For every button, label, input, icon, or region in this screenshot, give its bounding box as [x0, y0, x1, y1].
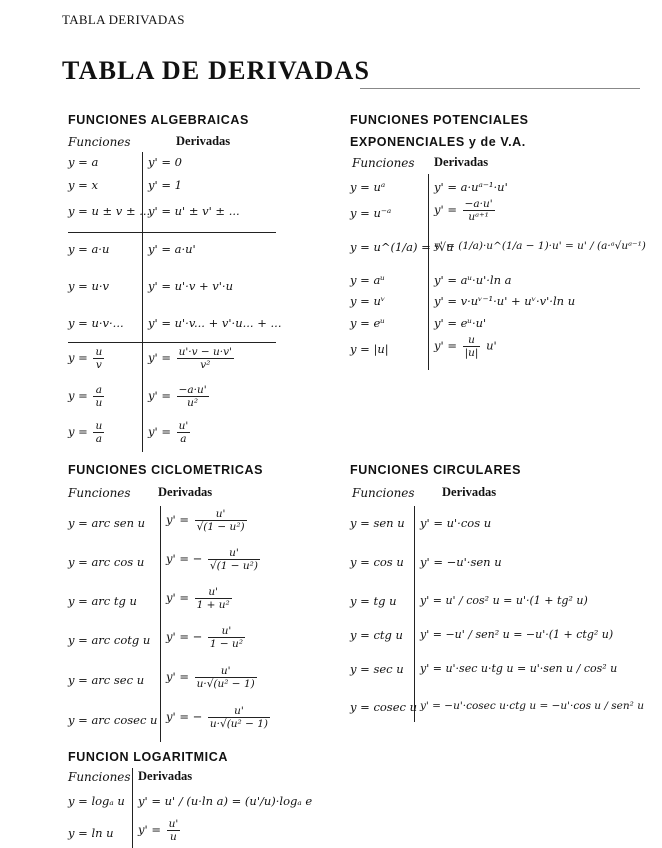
denominator: uᵃ⁺¹ — [468, 211, 489, 223]
col-header-functions: Funciones — [68, 486, 131, 500]
lhs: y' = — [434, 338, 457, 353]
numerator: u' — [208, 705, 270, 718]
derivative-cell: y' = u'·sec u·tg u = u'·sen u / cos² u — [420, 662, 618, 675]
function-cell: y = aᵘ — [350, 273, 385, 287]
function-cell — [68, 420, 106, 445]
column-divider — [142, 152, 143, 452]
denominator: a — [95, 433, 102, 445]
derivative-cell — [166, 547, 262, 572]
function-cell: y = a·u — [68, 242, 110, 256]
derivative-cell — [148, 346, 236, 371]
derivative-cell: y' = u'·cos u — [420, 516, 492, 530]
derivative-cell: y' = −u' / sen² u = −u'·(1 + ctg² u) — [420, 628, 614, 641]
numerator: u' — [195, 508, 247, 521]
derivative-cell — [166, 508, 249, 533]
col-header-derivatives: Derivadas — [176, 134, 231, 148]
function-cell: y = ctg u — [350, 628, 403, 642]
numerator: u' — [195, 586, 232, 599]
lhs: y' = — [434, 202, 457, 217]
fraction — [177, 384, 209, 409]
fraction — [177, 346, 234, 371]
section-title-logaritmica: FUNCION LOGARITMICA — [68, 750, 228, 764]
col-header-functions: Funciones — [68, 770, 131, 784]
fraction — [93, 420, 104, 445]
row-divider — [68, 232, 276, 233]
column-divider — [428, 174, 429, 370]
col-header-derivatives: Derivadas — [138, 769, 193, 783]
function-cell: y = arc cotg u — [68, 633, 151, 647]
fraction — [463, 198, 495, 223]
derivative-cell: y' = u' / (u·ln a) = (u'/u)·logₐ e — [138, 794, 313, 808]
fraction — [93, 384, 104, 409]
derivative-cell: y' = a·u' — [148, 242, 196, 256]
section-title-potenciales-1: FUNCIONES POTENCIALES — [350, 113, 529, 127]
function-cell: y = |u| — [350, 342, 389, 356]
section-title-potenciales-2: EXPONENCIALES y de V.A. — [350, 135, 526, 149]
function-cell: y = u^(1/a) = ᵃ√u — [350, 240, 454, 254]
numerator: a — [93, 384, 104, 397]
fraction — [208, 705, 270, 730]
denominator: u — [95, 397, 103, 409]
derivative-cell: y' = u' ± v' ± ... — [148, 204, 240, 218]
lhs: y' = − — [166, 551, 203, 566]
derivative-cell: y' = −u'·sen u — [420, 555, 502, 569]
title-divider — [360, 88, 640, 89]
derivative-cell: y' = eᵘ·u' — [434, 316, 487, 330]
fraction — [463, 334, 481, 359]
section-title-ciclometricas: FUNCIONES CICLOMETRICAS — [68, 463, 264, 477]
derivative-cell — [166, 705, 272, 730]
denominator: u² — [187, 397, 199, 409]
lhs: y = — [68, 350, 88, 365]
col-header-functions: Funciones — [352, 486, 415, 500]
column-divider — [414, 506, 415, 722]
derivative-cell: y' = u'·v... + v'·u... + ... — [148, 316, 282, 330]
page-title: TABLA DE DERIVADAS — [62, 56, 371, 85]
function-cell: y = u·v·... — [68, 316, 124, 330]
derivative-cell: y' = −u'·cosec u·ctg u = −u'·cos u / sen² u — [420, 700, 644, 712]
numerator: u — [463, 334, 481, 347]
function-cell: y = u ± v ± ... — [68, 204, 151, 218]
fraction — [93, 346, 104, 371]
numerator: u — [95, 420, 103, 432]
col-header-functions: Funciones — [68, 135, 131, 149]
numerator: u'·v − u·v' — [178, 346, 232, 358]
numerator: u' — [208, 547, 260, 560]
numerator: −a·u' — [464, 198, 493, 210]
derivative-cell: y' = u' / cos² u = u'·(1 + tg² u) — [420, 594, 588, 607]
function-cell — [68, 346, 106, 371]
function-cell: y = logₐ u — [68, 794, 125, 808]
column-divider — [132, 768, 133, 848]
function-cell: y = tg u — [350, 594, 397, 608]
function-cell: y = u⁻ᵃ — [350, 206, 392, 220]
fraction — [167, 818, 181, 843]
lhs: y = — [68, 424, 88, 439]
lhs: y' = — [166, 590, 189, 605]
function-cell: y = cosec u — [350, 700, 418, 714]
denominator: |u| — [464, 347, 479, 359]
numerator: −a·u' — [178, 384, 207, 396]
derivative-cell: y' = u'·v + v'·u — [148, 279, 233, 293]
numerator: u' — [195, 665, 257, 678]
function-cell: y = uᵃ — [350, 180, 386, 194]
lhs: y' = − — [166, 629, 203, 644]
fraction — [195, 665, 257, 690]
numerator: u' — [178, 420, 189, 432]
function-cell: y = u·v — [68, 279, 110, 293]
derivative-cell: y' = 0 — [148, 155, 182, 169]
denominator: v² — [200, 359, 211, 371]
lhs: y' = — [166, 669, 189, 684]
function-cell: y = x — [68, 178, 98, 192]
tail: u' — [486, 338, 497, 353]
lhs: y' = — [166, 512, 189, 527]
section-title-algebraicas: FUNCIONES ALGEBRAICAS — [68, 113, 249, 127]
derivative-cell — [166, 625, 247, 650]
numerator: u' — [208, 625, 245, 638]
col-header-functions: Funciones — [352, 156, 415, 170]
function-cell: y = a — [68, 155, 99, 169]
header-label: TABLA DERIVADAS — [62, 12, 185, 27]
function-cell: y = arc cos u — [68, 555, 145, 569]
derivative-cell: y' = v·uᵛ⁻¹·u' + uᵛ·v'·ln u — [434, 294, 576, 308]
col-header-derivatives: Derivadas — [434, 155, 489, 169]
denominator: u·√(u² − 1) — [209, 718, 269, 730]
fraction — [195, 508, 247, 533]
function-cell — [68, 384, 106, 409]
function-cell: y = arc cosec u — [68, 713, 158, 727]
lhs: y' = — [148, 388, 171, 403]
denominator: v — [95, 359, 102, 371]
function-cell: y = arc tg u — [68, 594, 137, 608]
lhs: y' = — [148, 424, 171, 439]
function-cell: y = arc sec u — [68, 673, 145, 687]
function-cell: y = eᵘ — [350, 316, 385, 330]
col-header-derivatives: Derivadas — [442, 485, 497, 499]
derivative-cell — [166, 586, 234, 611]
denominator: u — [170, 831, 177, 843]
column-divider — [160, 506, 161, 742]
function-cell: y = sec u — [350, 662, 404, 676]
lhs: y = — [68, 388, 88, 403]
derivative-cell: y' = (1/a)·u^(1/a − 1)·u' = u' / (a·ᵃ√uᵃ⁻¹) — [434, 240, 646, 252]
section-title-circulares: FUNCIONES CIRCULARES — [350, 463, 522, 477]
derivative-cell: y' = 1 — [148, 178, 182, 192]
denominator: a — [180, 433, 187, 445]
fraction — [208, 625, 245, 650]
function-cell: y = ln u — [68, 826, 114, 840]
denominator: 1 + u² — [196, 599, 230, 611]
derivative-cell — [148, 384, 211, 409]
row-divider — [68, 342, 276, 343]
lhs: y' = — [148, 350, 171, 365]
derivative-cell — [434, 198, 497, 223]
denominator: u·√(u² − 1) — [196, 678, 255, 690]
denominator: √(1 − u²) — [196, 521, 245, 533]
function-cell: y = uᵛ — [350, 294, 386, 308]
derivative-cell — [166, 665, 259, 690]
numerator: u — [95, 346, 103, 358]
derivative-cell — [138, 818, 182, 843]
function-cell: y = arc sen u — [68, 516, 146, 530]
fraction — [208, 547, 260, 572]
fraction — [177, 420, 191, 445]
denominator: 1 − u² — [209, 638, 244, 650]
fraction — [195, 586, 232, 611]
numerator: u' — [168, 818, 179, 830]
denominator: √(1 − u²) — [209, 560, 258, 572]
lhs: y' = − — [166, 709, 203, 724]
derivative-cell: y' = aᵘ·u'·ln a — [434, 273, 512, 287]
derivative-cell: y' = a·uᵃ⁻¹·u' — [434, 180, 508, 194]
col-header-derivatives: Derivadas — [158, 485, 213, 499]
derivative-cell — [434, 334, 497, 359]
function-cell: y = cos u — [350, 555, 404, 569]
lhs: y' = — [138, 822, 161, 837]
function-cell: y = sen u — [350, 516, 405, 530]
derivative-cell — [148, 420, 192, 445]
